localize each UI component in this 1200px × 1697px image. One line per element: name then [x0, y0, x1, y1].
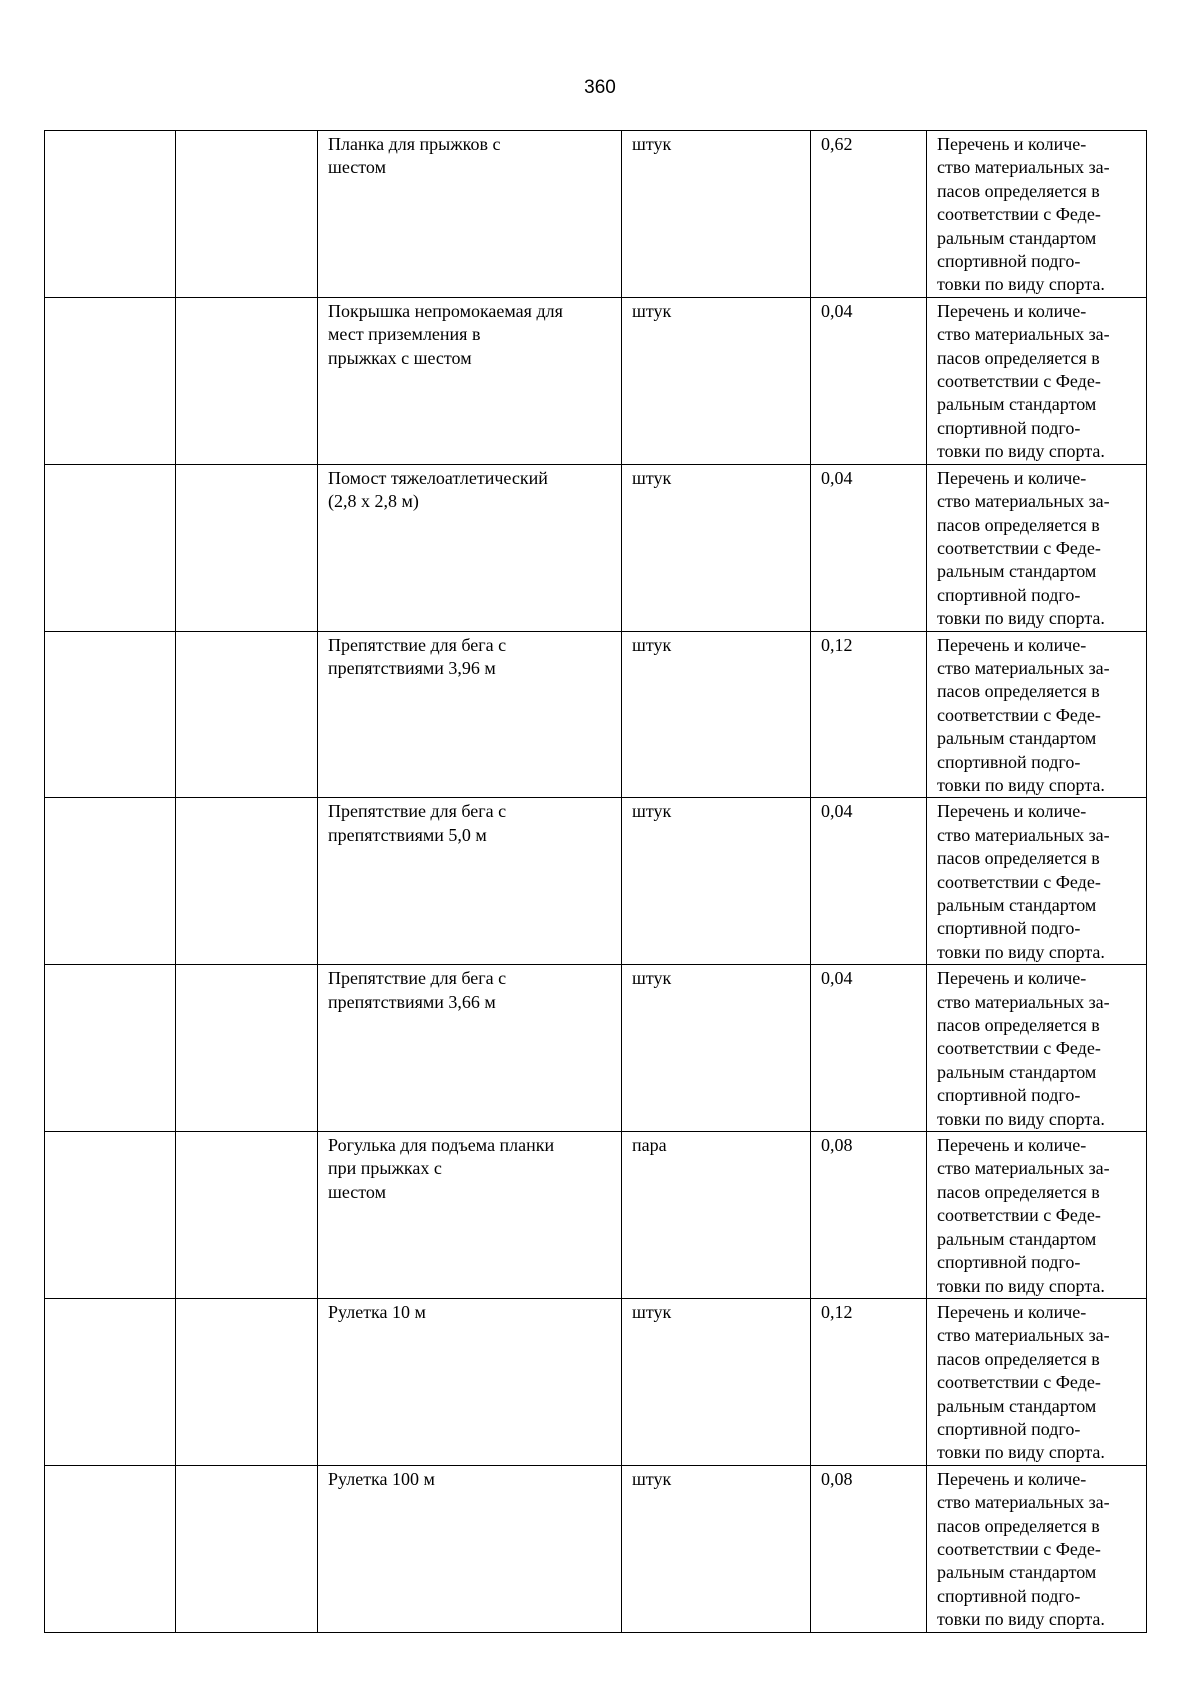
- empty-cell-2: [176, 1298, 318, 1465]
- note-line: спортивной подго-: [937, 251, 1081, 272]
- quantity-cell: 0,04: [811, 965, 927, 1132]
- note-line: Перечень и количе-: [937, 801, 1087, 822]
- equipment-name-line: Рулетка 10 м: [328, 1301, 426, 1322]
- equipment-name-cell: [318, 1465, 622, 1632]
- equipment-name-line: при прыжках с: [328, 1158, 442, 1179]
- note-line: соответствии с Феде-: [937, 1038, 1101, 1059]
- note-line: спортивной подго-: [937, 1085, 1081, 1106]
- note-cell: [927, 131, 1147, 298]
- note-line: товки по виду спорта.: [937, 441, 1105, 462]
- equipment-name-cell: [318, 464, 622, 631]
- note-line: соответствии с Феде-: [937, 537, 1101, 558]
- unit-cell: штук: [622, 631, 811, 798]
- unit-cell: штук: [622, 798, 811, 965]
- quantity-cell: 0,12: [811, 631, 927, 798]
- note-line: ство материальных за-: [937, 324, 1110, 345]
- note-line: ральным стандартом: [937, 1228, 1097, 1249]
- equipment-name-line: препятствиями 3,96 м: [328, 657, 496, 678]
- note-line: спортивной подго-: [937, 1252, 1081, 1273]
- equipment-name-cell: [318, 1132, 622, 1299]
- note-line: ральным стандартом: [937, 561, 1097, 582]
- note-line: соответствии с Феде-: [937, 1205, 1101, 1226]
- note-line: товки по виду спорта.: [937, 1108, 1105, 1129]
- note-line: ральным стандартом: [937, 728, 1097, 749]
- note-line: ство материальных за-: [937, 657, 1110, 678]
- note-line: пасов определяется в: [937, 1015, 1100, 1036]
- empty-cell-1: [45, 464, 176, 631]
- note-line: Перечень и количе-: [937, 634, 1087, 655]
- note-line: спортивной подго-: [937, 751, 1081, 772]
- note-line: Перечень и количе-: [937, 1301, 1087, 1322]
- note-line: товки по виду спорта.: [937, 1442, 1105, 1463]
- equipment-name-cell: [318, 297, 622, 464]
- equipment-name-cell: [318, 1298, 622, 1465]
- equipment-name-line: Рулетка 100 м: [328, 1468, 435, 1489]
- table-row-4: [45, 631, 1147, 798]
- table-row-8: [45, 1298, 1147, 1465]
- note-line: спортивной подго-: [937, 1585, 1081, 1606]
- unit-cell: штук: [622, 1465, 811, 1632]
- table-row-7: [45, 1132, 1147, 1299]
- note-line: Перечень и количе-: [937, 300, 1087, 321]
- equipment-name-line: Планка для прыжков с: [328, 134, 501, 154]
- equipment-name-line: препятствиями 3,66 м: [328, 991, 496, 1012]
- unit-cell: штук: [622, 464, 811, 631]
- note-line: пасов определяется в: [937, 848, 1100, 869]
- equipment-name-line: (2,8 х 2,8 м): [328, 491, 419, 512]
- equipment-name-line: Помост тяжелоатлетический: [328, 467, 548, 488]
- equipment-name-cell: [318, 131, 622, 298]
- empty-cell-2: [176, 631, 318, 798]
- note-line: ство материальных за-: [937, 1158, 1110, 1179]
- quantity-cell: 0,12: [811, 1298, 927, 1465]
- note-line: пасов определяется в: [937, 514, 1100, 535]
- table-row-5: [45, 798, 1147, 965]
- quantity-cell: 0,62: [811, 131, 927, 298]
- empty-cell-2: [176, 464, 318, 631]
- empty-cell-1: [45, 1132, 176, 1299]
- note-line: ство материальных за-: [937, 824, 1110, 845]
- page-number: 360: [584, 77, 616, 98]
- equipment-name-line: Препятствие для бега с: [328, 801, 507, 822]
- quantity-cell: 0,08: [811, 1132, 927, 1299]
- note-line: пасов определяется в: [937, 180, 1100, 201]
- unit-cell: штук: [622, 965, 811, 1132]
- note-line: товки по виду спорта.: [937, 941, 1105, 962]
- note-line: Перечень и количе-: [937, 968, 1087, 989]
- note-line: соответствии с Феде-: [937, 204, 1101, 225]
- unit-cell: штук: [622, 297, 811, 464]
- note-line: ральным стандартом: [937, 1562, 1097, 1583]
- note-line: ство материальных за-: [937, 491, 1110, 512]
- equipment-name-line: прыжках с шестом: [328, 347, 472, 368]
- note-line: ство материальных за-: [937, 157, 1110, 178]
- table-row-6: [45, 965, 1147, 1132]
- equipment-name-line: Рогулька для подъема планки: [328, 1135, 555, 1156]
- note-cell: [927, 464, 1147, 631]
- empty-cell-2: [176, 798, 318, 965]
- table-row-3: [45, 464, 1147, 631]
- table-row-1: [45, 131, 1147, 298]
- unit-cell: пара: [622, 1132, 811, 1299]
- note-line: Перечень и количе-: [937, 1135, 1087, 1156]
- note-line: ральным стандартом: [937, 394, 1097, 415]
- note-line: ство материальных за-: [937, 1492, 1110, 1513]
- note-line: ство материальных за-: [937, 991, 1110, 1012]
- equipment-name-cell: [318, 631, 622, 798]
- note-line: товки по виду спорта.: [937, 774, 1105, 795]
- note-line: ство материальных за-: [937, 1325, 1110, 1346]
- quantity-cell: 0,04: [811, 297, 927, 464]
- empty-cell-2: [176, 1132, 318, 1299]
- empty-cell-1: [45, 631, 176, 798]
- note-cell: [927, 798, 1147, 965]
- note-line: ральным стандартом: [937, 227, 1097, 248]
- note-line: пасов определяется в: [937, 347, 1100, 368]
- note-line: ральным стандартом: [937, 1061, 1097, 1082]
- empty-cell-1: [45, 297, 176, 464]
- empty-cell-2: [176, 965, 318, 1132]
- unit-cell: штук: [622, 1298, 811, 1465]
- note-line: Перечень и количе-: [937, 134, 1087, 154]
- equipment-name-cell: [318, 965, 622, 1132]
- equipment-table: [44, 130, 1147, 1633]
- note-line: товки по виду спорта.: [937, 1609, 1105, 1630]
- equipment-name-line: шестом: [328, 1181, 386, 1202]
- note-line: спортивной подго-: [937, 1418, 1081, 1439]
- note-cell: [927, 1132, 1147, 1299]
- equipment-name-line: Препятствие для бега с: [328, 968, 507, 989]
- note-line: пасов определяется в: [937, 681, 1100, 702]
- equipment-name-line: Покрышка непромокаемая для: [328, 300, 563, 321]
- note-cell: [927, 1465, 1147, 1632]
- note-line: товки по виду спорта.: [937, 1275, 1105, 1296]
- table-row-2: [45, 297, 1147, 464]
- note-line: пасов определяется в: [937, 1515, 1100, 1536]
- note-line: пасов определяется в: [937, 1181, 1100, 1202]
- note-line: ральным стандартом: [937, 1395, 1097, 1416]
- note-cell: [927, 631, 1147, 798]
- empty-cell-2: [176, 297, 318, 464]
- empty-cell-1: [45, 131, 176, 298]
- empty-cell-2: [176, 131, 318, 298]
- note-line: спортивной подго-: [937, 584, 1081, 605]
- equipment-name-cell: [318, 798, 622, 965]
- equipment-name-line: препятствиями 5,0 м: [328, 824, 487, 845]
- quantity-cell: 0,04: [811, 464, 927, 631]
- unit-cell: штук: [622, 131, 811, 298]
- equipment-table-body: [45, 131, 1147, 1633]
- equipment-name-line: мест приземления в: [328, 324, 481, 345]
- note-line: Перечень и количе-: [937, 1468, 1087, 1489]
- note-cell: [927, 1298, 1147, 1465]
- equipment-name-line: шестом: [328, 157, 386, 178]
- equipment-name-line: Препятствие для бега с: [328, 634, 507, 655]
- quantity-cell: 0,08: [811, 1465, 927, 1632]
- table-row-9: [45, 1465, 1147, 1632]
- empty-cell-1: [45, 798, 176, 965]
- note-line: соответствии с Феде-: [937, 704, 1101, 725]
- empty-cell-1: [45, 965, 176, 1132]
- note-cell: [927, 965, 1147, 1132]
- note-line: спортивной подго-: [937, 918, 1081, 939]
- note-line: соответствии с Феде-: [937, 1538, 1101, 1559]
- note-line: соответствии с Феде-: [937, 371, 1101, 392]
- quantity-cell: 0,04: [811, 798, 927, 965]
- note-line: ральным стандартом: [937, 895, 1097, 915]
- empty-cell-2: [176, 1465, 318, 1632]
- empty-cell-1: [45, 1465, 176, 1632]
- note-line: товки по виду спорта.: [937, 608, 1105, 629]
- note-cell: [927, 297, 1147, 464]
- note-line: Перечень и количе-: [937, 467, 1087, 488]
- note-line: соответствии с Феде-: [937, 871, 1101, 892]
- note-line: спортивной подго-: [937, 417, 1081, 438]
- empty-cell-1: [45, 1298, 176, 1465]
- note-line: товки по виду спорта.: [937, 274, 1105, 295]
- note-line: пасов определяется в: [937, 1348, 1100, 1369]
- note-line: соответствии с Феде-: [937, 1372, 1101, 1393]
